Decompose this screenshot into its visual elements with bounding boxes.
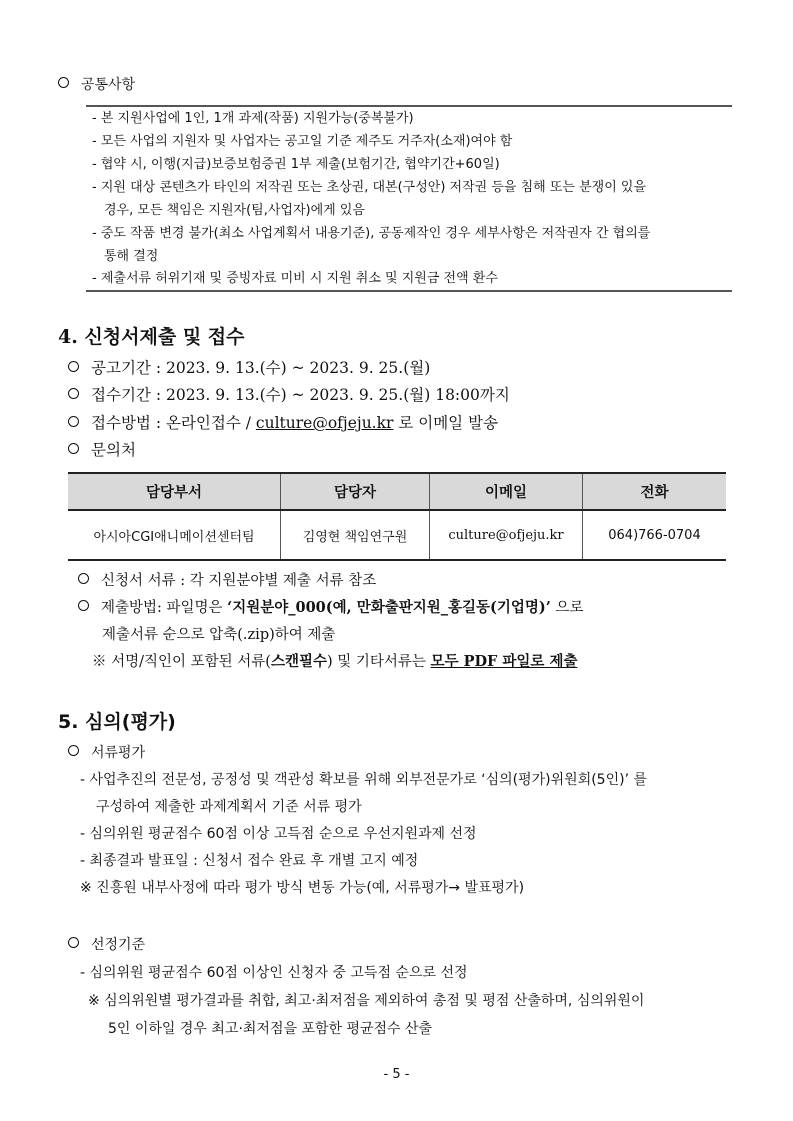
doc-eval-heading: 서류평가: [68, 742, 145, 762]
contact-table-header: [68, 473, 726, 510]
criteria-note-cont: 5인 이하일 경우 최고·최저점을 포함한 평균점수 산출: [108, 1021, 433, 1037]
email-link[interactable]: culture@ofjeju.kr: [255, 414, 394, 432]
circle-bullet-icon: [78, 600, 89, 611]
circle-bullet-icon: [68, 361, 79, 372]
circle-bullet-icon: [68, 416, 79, 427]
common-item: - 제출서류 허위기재 및 증빙자료 미비 시 지원 취소 및 지원금 전액 환수: [92, 271, 498, 286]
circle-bullet-icon: [68, 388, 79, 399]
common-item: - 지원 대상 콘텐츠가 타인의 저작권 또는 초상권, 대본(구성안) 저작권 등을 침해 또는 분쟁이 있을: [92, 180, 647, 195]
common-item: - 본 지원사업에 1인, 1개 과제(작품) 지원가능(중복불가): [92, 111, 414, 126]
receipt-period: 접수기간 : 2023. 9. 13.(수) ~ 2023. 9. 25.(월) 18:00까지: [68, 383, 510, 405]
circle-bullet-icon: [58, 77, 69, 88]
section5-title: 5. 심의(평가): [58, 711, 176, 733]
header-phone: 전화: [583, 473, 727, 510]
notice-period: 공고기간 : 2023. 9. 13.(수) ~ 2023. 9. 25.(월): [68, 356, 430, 378]
doc-eval-note: ※ 진흥원 내부사정에 따라 평가 방식 변동 가능(예, 서류평가→ 발표평가): [80, 880, 525, 896]
doc-eval-item: - 사업추진의 전문성, 공정성 및 객관성 확보를 위해 외부전문가로 ‘심의(평가)위원회(5인)’ 를: [80, 772, 647, 788]
header-department: 담당부서: [68, 473, 281, 510]
pdf-note: ※ 서명/직인이 포함된 서류(스캔필수) 및 기타서류는 모두 PDF 파일로 제출: [92, 653, 578, 670]
section4-title: 4. 신청서제출 및 접수: [58, 326, 245, 348]
common-item: - 중도 작품 변경 불가(최소 사업계획서 내용기준), 공동제작인 경우 세부사항은 저작권자 간 협의를: [92, 226, 651, 241]
receipt-method: 접수방법 : 온라인접수 / culture@ofjeju.kr 로 이메일 발송: [68, 411, 498, 433]
criteria-heading: 선정기준: [68, 934, 145, 954]
common-item: - 협약 시, 이행(지급)보증보험증권 1부 제출(보험기간, 협약기간+60일): [92, 157, 500, 172]
common-heading: [58, 74, 135, 94]
circle-bullet-icon: [68, 937, 79, 948]
doc-eval-item-cont: 구성하여 제출한 과제계획서 기준 서류 평가: [96, 799, 362, 815]
criteria-item: - 심의위원 평균점수 60점 이상인 신청자 중 고득점 순으로 선정: [80, 965, 468, 981]
docs-reference: 신청서 서류 : 각 지원분야별 제출 서류 참조: [78, 569, 376, 590]
cell-department: 아시아CGI애니메이션센터팀: [68, 510, 281, 560]
common-heading-text: 공통사항: [81, 77, 136, 93]
circle-bullet-icon: [68, 443, 79, 454]
contact-table: [68, 472, 726, 561]
header-email: 이메일: [430, 473, 583, 510]
common-items-box: [86, 105, 732, 292]
circle-bullet-icon: [68, 745, 79, 756]
cell-phone: 064)766-0704: [583, 510, 727, 560]
submit-method: 제출방법: 파일명은 ‘지원분야_000(예, 만화출판지원_홍길동(기업명)’ 으로: [78, 596, 583, 617]
common-item-cont: 경우, 모든 책임은 지원자(팀,사업자)에게 있음: [104, 203, 365, 218]
inquiry-heading: 문의처: [68, 438, 136, 460]
submit-method-line2: 제출서류 순으로 압축(.zip)하여 제출: [102, 627, 336, 643]
table-row: [68, 510, 726, 560]
page-number: - 5 -: [383, 1067, 410, 1082]
doc-eval-item: - 심의위원 평균점수 60점 이상 고득점 순으로 우선지원과제 선정: [80, 826, 477, 842]
circle-bullet-icon: [78, 573, 89, 584]
common-item: - 모든 사업의 지원자 및 사업자는 공고일 기준 제주도 거주자(소재)여야 함: [92, 134, 513, 149]
header-manager: 담당자: [281, 473, 430, 510]
cell-email[interactable]: culture@ofjeju.kr: [430, 510, 583, 560]
cell-manager: 김영현 책임연구원: [281, 510, 430, 560]
common-item-cont: 통해 결정: [104, 249, 159, 264]
doc-eval-item: - 최종결과 발표일 : 신청서 접수 완료 후 개별 고지 예정: [80, 853, 419, 869]
criteria-note: ※ 심의위원별 평가결과를 취합, 최고·최저점을 제외하여 총점 및 평점 산출하며, 심의위원이: [88, 993, 645, 1009]
